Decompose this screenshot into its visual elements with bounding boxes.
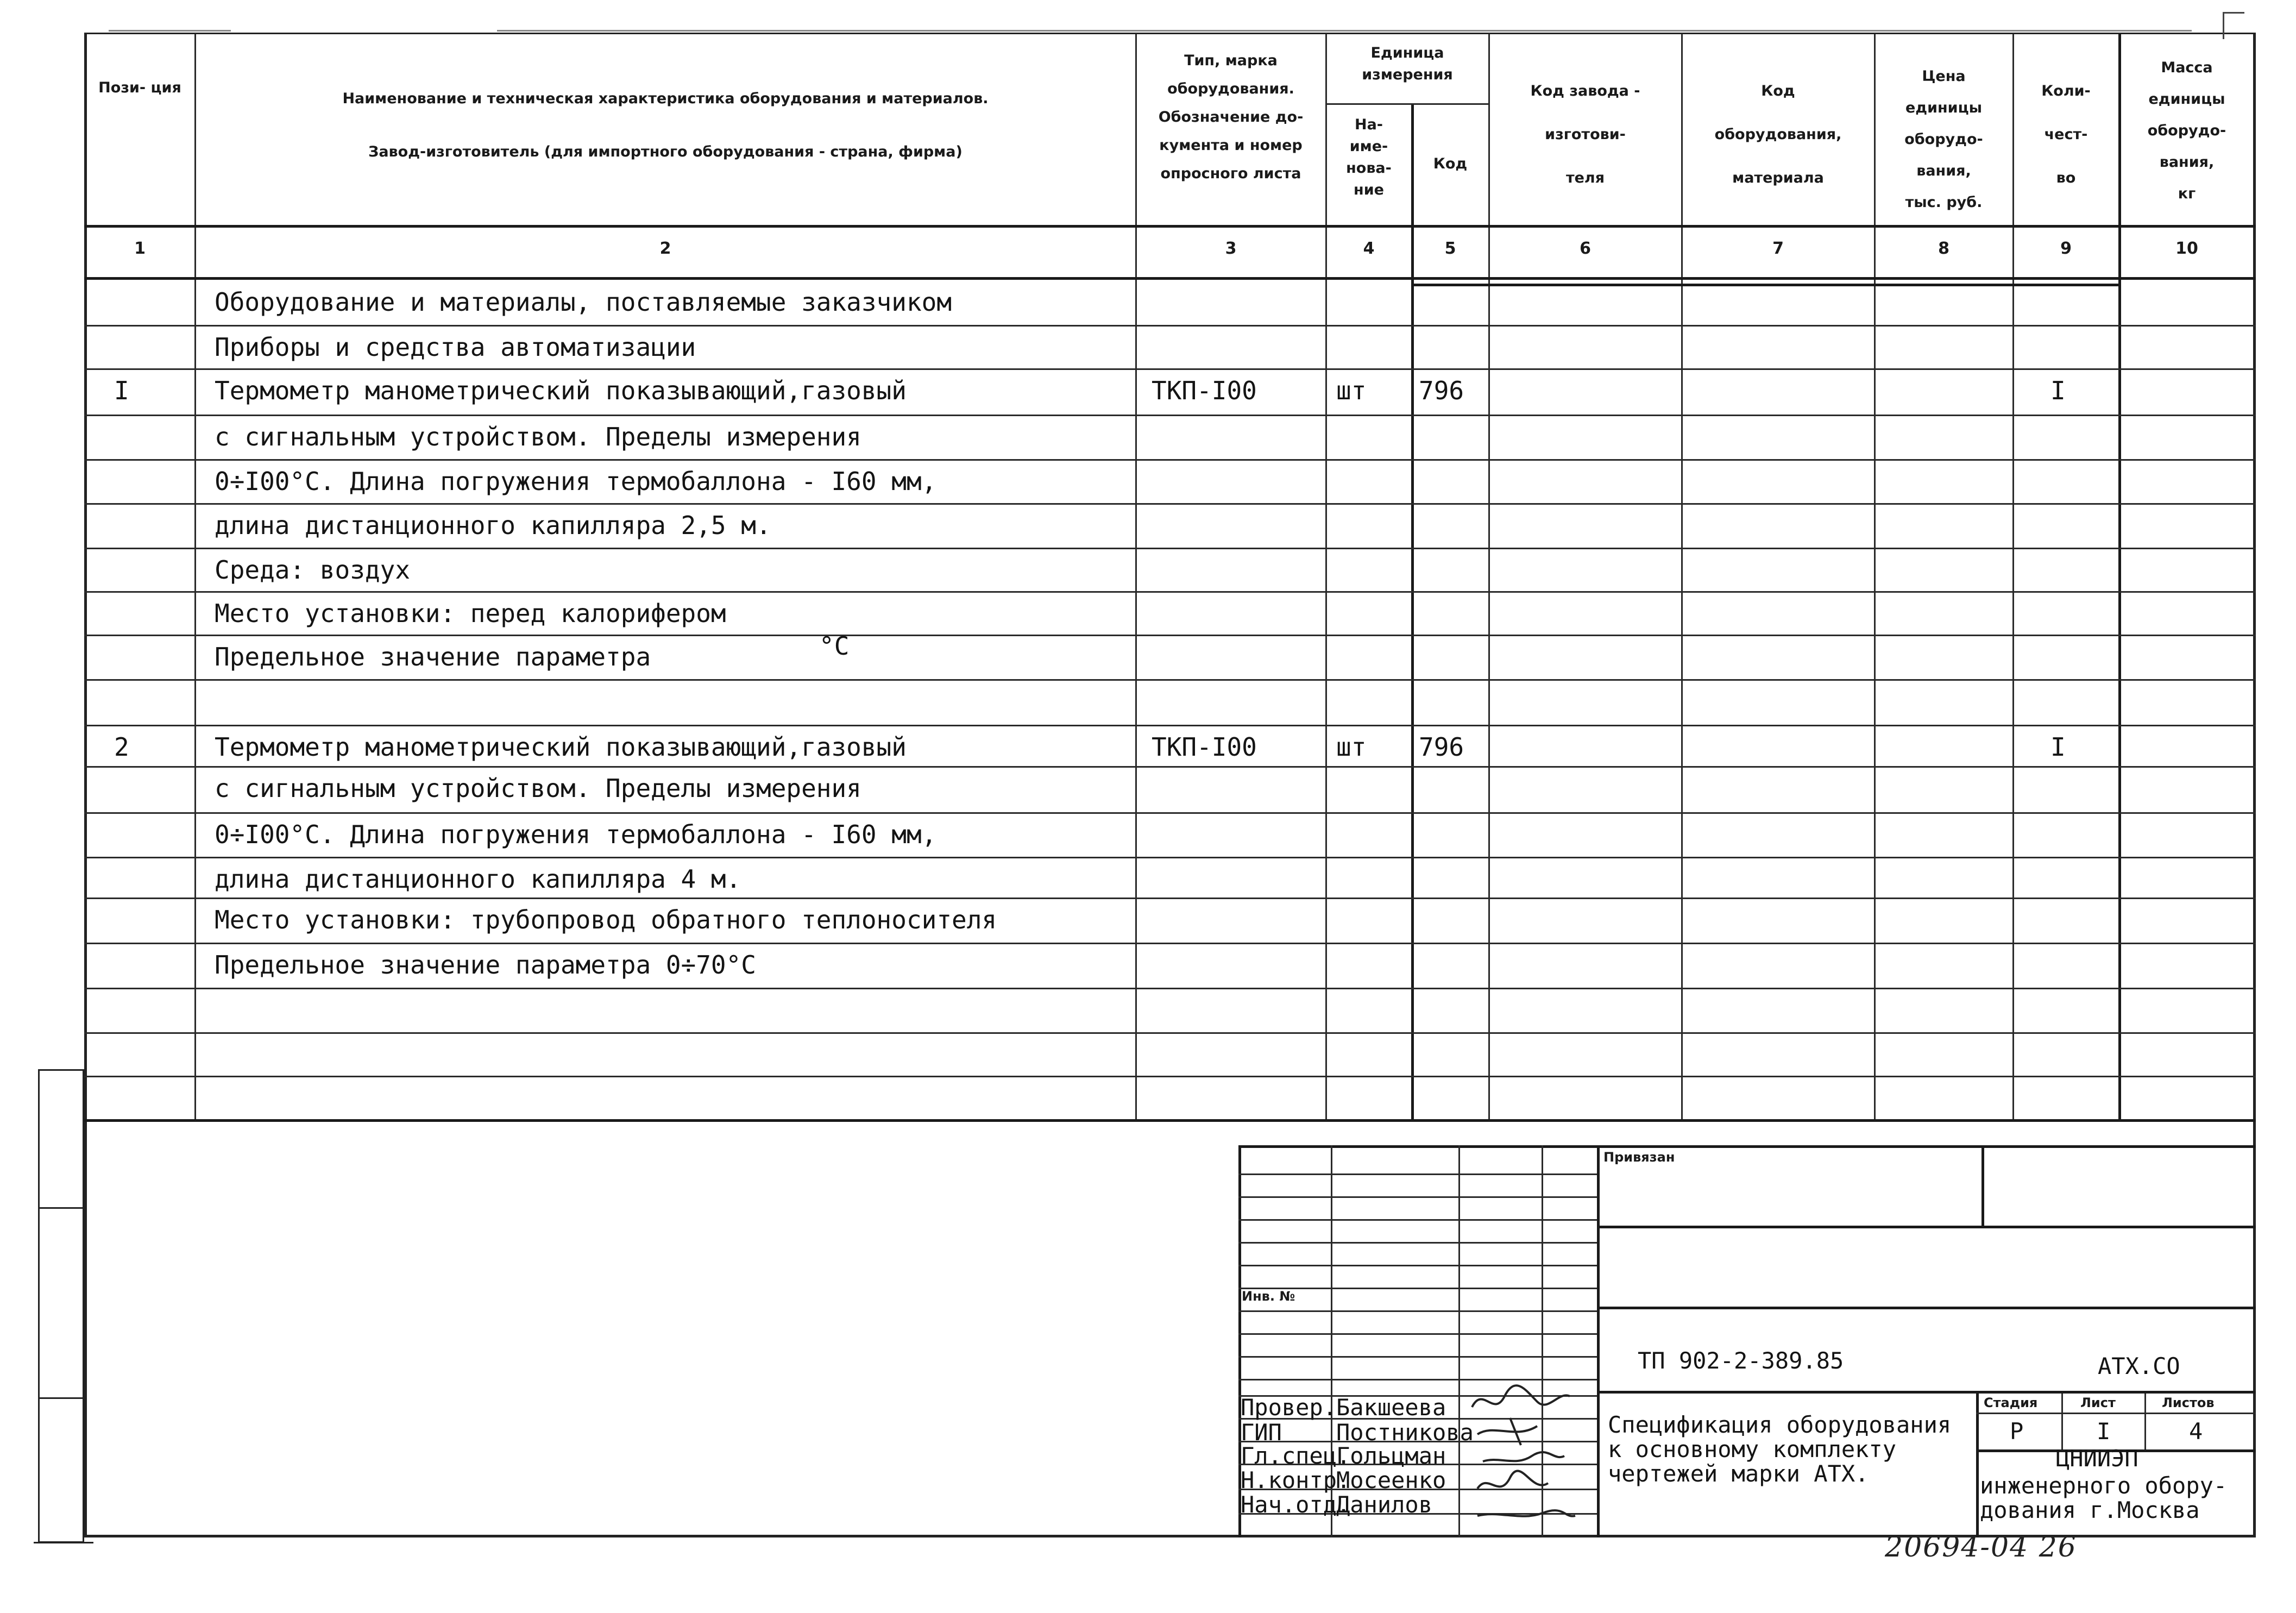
h4-line-1: име- [1349, 138, 1388, 155]
binding-strip-bottom [34, 1542, 93, 1543]
row-line [84, 988, 2256, 989]
h8-line-4: тыс. руб. [1905, 194, 1983, 211]
header-col8 [1875, 61, 2012, 218]
row-description: 0÷I00°C. Длина погружения термобаллона - I60 мм, [215, 820, 937, 849]
tb-role: Гл.спец. [1241, 1442, 1351, 1469]
tb-vline-4 [1597, 1145, 1600, 1537]
tb-grid-line [1238, 1196, 1597, 1198]
h6-line-1: изготови- [1545, 126, 1626, 143]
binding-strip-line [38, 1207, 84, 1209]
spec-title-line-1: Спецификация оборудования [1608, 1411, 1952, 1438]
row-line [84, 725, 2256, 726]
header-col6 [1489, 70, 1681, 200]
h7-line-2: материала [1732, 170, 1824, 186]
row-description: Оборудование и материалы, поставляемые заказчиком [215, 287, 952, 317]
colnum-10: 10 [2175, 239, 2198, 258]
h10-line-4: кг [2178, 185, 2196, 202]
sheets-value: 4 [2189, 1418, 2203, 1445]
h4g-line-0: Единица [1370, 45, 1444, 61]
row-description: Среда: воздух [215, 555, 411, 585]
col-line-2 [1135, 34, 1137, 1119]
colnum-5: 5 [1444, 239, 1456, 258]
h10-line-2: оборудо- [2147, 122, 2226, 139]
tb-line-doc [1597, 1307, 2256, 1309]
header-col7 [1682, 70, 1874, 200]
h10-line-3: вания, [2159, 154, 2215, 171]
row-description: с сигнальным устройством. Пределы измерения [215, 422, 861, 451]
tb-grid-line [1238, 1242, 1597, 1244]
row-line [84, 812, 2256, 814]
row-line [84, 635, 2256, 636]
row-type: ТКП-I00 [1152, 732, 1257, 762]
row-line [84, 766, 2256, 768]
h8-line-2: оборудо- [1904, 131, 1983, 148]
row-line [84, 415, 2256, 416]
row-description: Место установки: трубопровод обратного теплоносителя [215, 905, 997, 934]
h4g-line-1: измерения [1362, 66, 1453, 83]
row-description: Термометр манометрический показывающий,газовый [215, 732, 907, 762]
archive-number: 20694-04 26 [1885, 1531, 2077, 1564]
tb-name: Гольцман [1336, 1442, 1446, 1469]
row-line [84, 459, 2256, 461]
tb-name: Мосеенко [1336, 1467, 1446, 1493]
row-line [84, 1032, 2256, 1034]
corner-mark [2223, 12, 2224, 39]
h3-line-1: оборудования. [1167, 80, 1294, 97]
row-description: длина дистанционного капилляра 2,5 м. [215, 511, 771, 540]
colnum-1: 1 [134, 239, 146, 258]
org-line-1: ЦНИИЭП [2056, 1445, 2138, 1472]
row-description: Предельное значение параметра [215, 642, 651, 671]
tb-role: Н.контр. [1241, 1467, 1351, 1493]
row-description: Термометр манометрический показывающий,газовый [215, 376, 907, 405]
tb-line-stage [1976, 1413, 2256, 1414]
h3-line-0: Тип, марка [1184, 52, 1278, 69]
colnum-bottom-line [84, 277, 2256, 280]
row-line [84, 591, 2256, 593]
header-col1: Пози- ция [98, 79, 181, 96]
tb-role: ГИП [1241, 1419, 1282, 1446]
row-line [84, 325, 2256, 327]
tb-vline-5 [1982, 1145, 1984, 1226]
row-description: Приборы и средства автоматизации [215, 332, 696, 362]
row-line [84, 548, 2256, 549]
tb-grid-line [1238, 1356, 1597, 1358]
row-line [84, 503, 2256, 505]
row-quantity: I [2050, 376, 2066, 405]
h8-line-3: вания, [1916, 162, 1971, 179]
tb-grid-line [1238, 1173, 1597, 1175]
row-description: Предельное значение параметра 0÷70°C [215, 950, 756, 980]
tb-grid-line [1238, 1310, 1597, 1312]
h3-line-3: кумента и номер [1159, 137, 1303, 154]
tb-line-title [1597, 1391, 2256, 1394]
sheets-label: Листов [2162, 1395, 2215, 1410]
row-line [84, 1076, 2256, 1077]
tb-line-privyazan [1597, 1226, 2256, 1228]
tb-grid-line [1238, 1265, 1597, 1266]
tb-vline-7 [2061, 1391, 2063, 1451]
header-col10 [2119, 52, 2254, 210]
row-line [84, 897, 2256, 899]
h9-line-2: во [2056, 170, 2076, 186]
h4-line-3: ние [1354, 181, 1384, 198]
top-edge-mark-2 [497, 30, 2192, 32]
h3-line-4: опросного листа [1160, 165, 1301, 182]
h7-line-1: оборудования, [1714, 126, 1842, 143]
header-col2-line1: Наименование и техническая характеристика оборудования и материалов. [342, 90, 989, 107]
colnum-6: 6 [1580, 239, 1591, 258]
row-description: с сигнальным устройством. Пределы измерения [215, 774, 861, 803]
h10-line-0: Масса [2161, 59, 2213, 76]
sheet-label: Лист [2080, 1395, 2116, 1410]
colnum-7: 7 [1772, 239, 1784, 258]
tb-grid-line [1238, 1219, 1597, 1221]
colnum-4: 4 [1363, 239, 1375, 258]
signatures [1467, 1374, 1597, 1537]
top-edge-mark [109, 30, 231, 32]
h6-line-0: Код завода - [1530, 83, 1640, 99]
h4-line-2: нова- [1346, 160, 1392, 177]
doc-code: ТП 902-2-389.85 [1638, 1347, 1844, 1374]
row-line [84, 368, 2256, 370]
tb-name: Данилов [1336, 1491, 1433, 1518]
inv-no-label: Инв. № [1242, 1289, 1295, 1304]
doc-mark: АТХ.СО [2098, 1353, 2180, 1379]
tb-vline-2 [1458, 1145, 1460, 1537]
h4-line-0: На- [1354, 116, 1383, 133]
row-type: ТКП-I00 [1152, 376, 1257, 405]
header-col9 [2014, 70, 2118, 200]
h3-line-2: Обозначение до- [1158, 109, 1304, 125]
stage-value: Р [2010, 1418, 2024, 1445]
header-unit-group [1326, 42, 1488, 86]
tb-role: Нач.отд. [1241, 1491, 1351, 1518]
colnum-3: 3 [1225, 239, 1237, 258]
h7-line-0: Код [1761, 83, 1795, 99]
header-col3 [1136, 47, 1325, 188]
row-description: 0÷I00°C. Длина погружения термобаллона - I60 мм, [215, 467, 937, 496]
row-description: Место установки: перед калорифером [215, 599, 726, 628]
h8-line-0: Цена [1922, 68, 1966, 85]
spec-title-line-2: к основному комплекту [1608, 1436, 1897, 1463]
row-quantity: I [2050, 732, 2066, 762]
row-unit: шт [1336, 376, 1367, 405]
tb-name: Постникова [1336, 1419, 1474, 1446]
h8-line-1: единицы [1905, 99, 1983, 116]
box-top-line [1411, 284, 2121, 286]
row-8-unit-note: °C [819, 631, 850, 661]
row-unit-code: 796 [1419, 732, 1464, 762]
h10-line-1: единицы [2148, 91, 2225, 108]
row-line [84, 857, 2256, 858]
stage-label: Стадия [1984, 1395, 2038, 1410]
tb-vline-8 [2144, 1391, 2146, 1451]
spec-title-line-3: чертежей марки АТХ. [1608, 1460, 1869, 1487]
h9-line-1: чест- [2044, 126, 2088, 143]
tb-role: Провер. [1241, 1394, 1337, 1421]
corner-mark-2 [2223, 12, 2244, 14]
row-line [84, 943, 2256, 944]
header-col2-line2: Завод-изготовитель (для импортного оборудования - страна, фирма) [368, 143, 963, 160]
table-bottom-line [84, 1119, 2256, 1122]
binding-strip-line-2 [38, 1397, 84, 1399]
row-description: длина дистанционного капилляра 4 м. [215, 864, 741, 894]
colnum-9: 9 [2060, 239, 2072, 258]
h6-line-2: теля [1565, 170, 1605, 186]
row-line [84, 679, 2256, 681]
org-line-2: инженерного обору- [1980, 1472, 2228, 1499]
row-position: 2 [114, 732, 129, 762]
header-col5: Код [1433, 155, 1468, 172]
sheet-value: I [2097, 1418, 2111, 1445]
privyazan-label: Привязан [1603, 1150, 1675, 1165]
col-line-1 [194, 34, 196, 1119]
org-line-3: дования г.Москва [1980, 1497, 2200, 1523]
row-unit: шт [1336, 732, 1367, 762]
h9-line-0: Коли- [2041, 83, 2091, 99]
binding-strip [38, 1069, 84, 1543]
header-col4 [1326, 114, 1411, 201]
tb-grid-line [1238, 1333, 1597, 1335]
row-position: I [114, 376, 129, 405]
tb-name: Бакшеева [1336, 1394, 1446, 1421]
row-unit-code: 796 [1419, 376, 1464, 405]
unit-group-line [1325, 103, 1488, 105]
colnum-2: 2 [659, 239, 671, 258]
colnum-8: 8 [1938, 239, 1949, 258]
header-bottom-line [84, 225, 2256, 228]
